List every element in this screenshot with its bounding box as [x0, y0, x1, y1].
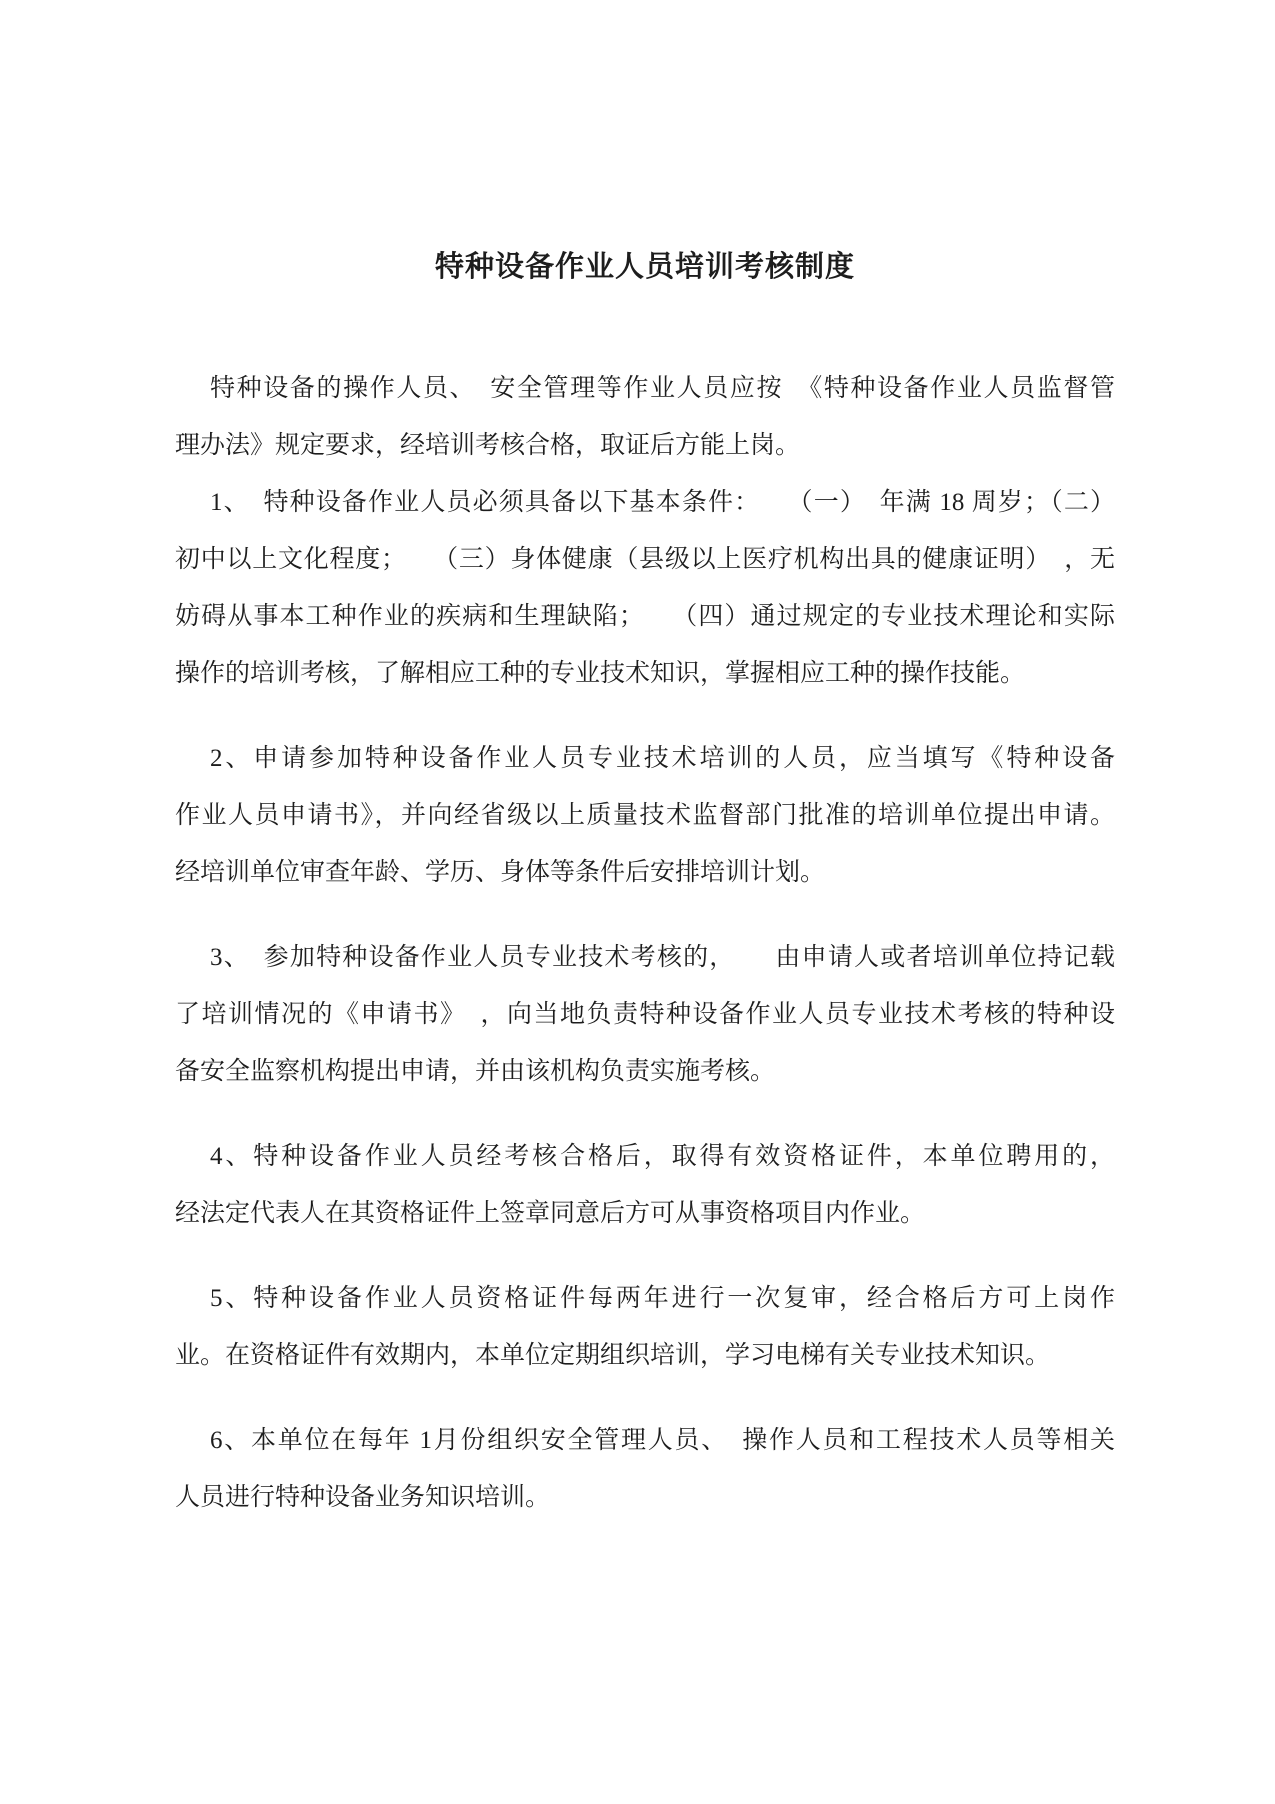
text-line: 特种设备的操作人员、 安全管理等作业人员应按 《特种设备作业人员监督管	[210, 375, 1115, 402]
text-line: 6、本单位在每年 1月份组织安全管理人员、 操作人员和工程技术人员等相关	[210, 1427, 1115, 1454]
text-line: 2、申请参加特种设备作业人员专业技术培训的人员，应当填写《特种设备	[210, 745, 1115, 772]
text-line: 初中以上文化程度； （三）身体健康（县级以上医疗机构出具的健康证明） ，无	[175, 546, 1115, 573]
text-line: 4、特种设备作业人员经考核合格后，取得有效资格证件，本单位聘用的，	[210, 1143, 1115, 1170]
text-line: 操作的培训考核，了解相应工种的专业技术知识，掌握相应工种的操作技能。	[175, 660, 1026, 687]
paragraph-item-3	[175, 929, 1115, 1100]
text-line: 了培训情况的《申请书》 ，向当地负责特种设备作业人员专业技术考核的特种设	[175, 1001, 1115, 1028]
text-line: 经培训单位审查年龄、学历、身体等条件后安排培训计划。	[175, 859, 826, 886]
text-line: 经法定代表人在其资格证件上签章同意后方可从事资格项目内作业。	[175, 1200, 926, 1227]
text-line: 5、特种设备作业人员资格证件每两年进行一次复审，经合格后方可上岗作	[210, 1285, 1115, 1312]
text-line: 业。在资格证件有效期内，本单位定期组织培训，学习电梯有关专业技术知识。	[175, 1342, 1051, 1369]
text-line: 1、 特种设备作业人员必须具备以下基本条件： （一） 年满 18 周岁；（二）	[210, 489, 1115, 516]
text-line: 理办法》规定要求，经培训考核合格，取证后方能上岗。	[175, 432, 801, 459]
paragraph-item-5	[175, 1270, 1115, 1384]
paragraph-item-1	[175, 474, 1115, 702]
text-line: 备安全监察机构提出申请，并由该机构负责实施考核。	[175, 1058, 776, 1085]
text-line: 人员进行特种设备业务知识培训。	[175, 1484, 551, 1511]
page-title: 特种设备作业人员培训考核制度	[434, 251, 855, 283]
paragraph-item-2	[175, 730, 1115, 901]
text-line: 3、 参加特种设备作业人员专业技术考核的， 由申请人或者培训单位持记载	[210, 944, 1115, 971]
paragraph-intro	[175, 360, 1115, 474]
text-line: 作业人员申请书》，并向经省级以上质量技术监督部门批准的培训单位提出申请。	[175, 802, 1115, 829]
text-line: 妨碍从事本工种作业的疾病和生理缺陷； （四）通过规定的专业技术理论和实际	[175, 603, 1115, 630]
paragraph-item-6	[175, 1412, 1115, 1526]
paragraph-item-4	[175, 1128, 1115, 1242]
